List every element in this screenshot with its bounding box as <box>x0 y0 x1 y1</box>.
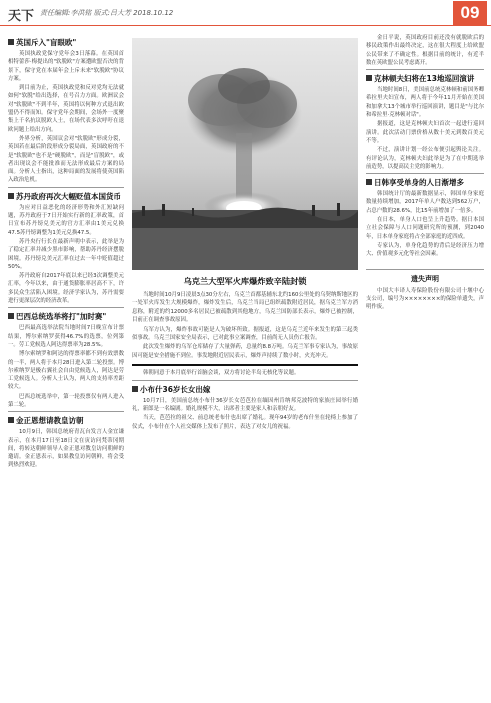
paragraph: 据报道，这是克林顿夫妇首次一起进行巡回演讲。此次活动门票价格从数十美元到数百美元不等。 <box>366 121 484 144</box>
loss-notice <box>366 269 484 312</box>
section-divider <box>132 364 358 366</box>
divider <box>366 69 484 70</box>
paragraph: 当地时间8日，美国前总统克林顿和前国务卿希拉里夫妇宣布，两人将于今年11月开始在美国和加拿大13个城市举行巡回演讲，题目是"与比尔和希拉里·克林顿对话"。 <box>366 87 484 119</box>
paragraph: 专家认为，单身化趋势的背后是经济压力增大、价值观多元化等社会因素。 <box>366 242 484 258</box>
paragraph: 10月7日，美国前总统小布什36岁长女芭芭拉在缅因州肯纳邦克波特的家族庄园举行婚礼，新郎是一名编剧。婚礼规模不大，出席者主要是家人和亲朋好友。 <box>132 397 358 413</box>
paragraph: 外界分析，英国议会对"软脱欧"形成分裂，英国若在最后阶段形成分裂局面，英国政府的不是"软脱欧"也不是"硬脱欧"，而是"盲脱欧"，或者出现议会不能批准而无法形成最后方案的局面。分析人士指出，这种局面的发展将使英国陷入政治危机。 <box>8 135 124 184</box>
paragraph: 为应对日益恶化的经济形势和外汇短缺问题，苏丹政府于7日开始实行新的汇率政策，首日宣布苏丹镑兑美元的官方汇率由1美元兑换47.5苏丹镑调整为1美元兑换47.5。 <box>8 204 124 236</box>
article-title: 巴西总统选举将打"加时赛" <box>8 311 124 322</box>
column-center <box>132 34 358 432</box>
bullet-square-icon <box>8 193 14 199</box>
paragraph: 10月9日，韩国总统府青瓦台发言人金宜谦表示，在本月17日至18日文在寅访问梵蒂冈期间，将转达朝鲜领导人金正恩对教皇访问朝鲜的邀请。金正恩表示，如果教皇访问朝鲜，将会受到热烈欢迎。 <box>8 429 124 469</box>
paragraph: 博尔索纳罗和阿达的得票率都不到有效票数的一半，两人将于本月28日进入第二轮投票。博尔索纳罗是极右翼社会自由党候选人，阿达是劳工党候选人。分析人士认为，两人的支持率差距较大。 <box>8 351 124 391</box>
bullet-square-icon <box>8 313 14 319</box>
paragraph: 韩朝同意于本月底举行首脑会谈，双方将讨论半岛无核化等议题。 <box>143 370 300 377</box>
section-title: 天下 <box>8 9 35 24</box>
article-title: 小布什36岁长女出嫁 <box>132 384 358 395</box>
page-number: 09 <box>453 1 487 25</box>
editor-credits: 责任编辑:李洪铭 版式:吕大芳 2018.10.12 <box>40 9 174 17</box>
article-title: 克林顿夫妇将在13地巡回演讲 <box>366 73 484 84</box>
paragraph: 当天，芭芭拉的祖父、前总统老布什也出席了婚礼。现年94岁的老布什坐在轮椅上参加了仪式，小布什在个人社交媒体上发布了照片，表达了对女儿的祝福。 <box>132 415 358 430</box>
article-title: 日韩享受单身的人日渐增多 <box>366 177 484 188</box>
paragraph: 韩国统计厅的最新数据显示，韩国单身家庭数量持续增加，2017年单人户数达到562万户，占总户数的28.6%，比15年前增加了一倍多。 <box>366 191 484 214</box>
divider <box>366 173 484 174</box>
bullet-square-icon <box>8 39 14 45</box>
divider <box>8 411 124 412</box>
paragraph: 当地时间10月9日凌晨3点30分左右，乌克兰首都基辅东北约160公里处的乌契纳斯地区的一处军火库发生大规模爆炸，爆炸发生后，乌克兰当局已组织疏散附近居民，据乌克兰军方消息称，附近的约12000多名居民已被疏散到其他地方，乌克兰国防部长表示，爆炸已被控制，目前正在调查事故原因。 <box>132 292 358 324</box>
photo-caption: 乌克兰大型军火库爆炸致辛陆封锁 <box>183 276 307 286</box>
paragraph: 金日平说，英国政府目前还没有就脱欧后的移民政策作出最终决定，这在很大程度上给欧盟公民带来了不确定性。根据目前的统计，有近半数在英欧盟公民考虑离开。 <box>366 35 484 66</box>
paragraph: 不过，演讲计划一经公布便引起舆论关注。有评论认为，克林顿夫妇此举是为了在中期选举前造势，以提高民主党的影响力。 <box>366 147 484 170</box>
article-title: 苏丹政府再次大幅贬值本国货币 <box>8 191 124 202</box>
article-title: 金正恩想请教皇访朝 <box>8 415 124 426</box>
bullet-square-icon <box>366 179 372 185</box>
divider <box>8 307 124 308</box>
notice-title: 遗失声明 <box>411 274 439 283</box>
bullet-square-icon <box>132 386 138 392</box>
notice-text: 中国大丰译人寿保险股份有限公司十堰中心支公司，编号为××××××××的保险单遗失，声明作废。 <box>366 287 484 311</box>
article-title: 英国斥入"盲眼欧" <box>8 37 124 48</box>
paragraph: 巴西最高选举法院当地时间7日晚宣布计票结果，博尔索纳罗获得46.7%的选票，位列第一。劳工党候选人阿达得票率为28.5%。 <box>8 325 124 348</box>
paragraph: 乌军方认为，爆炸事故可能是人为破坏所致。据报道，这是乌克兰近年来发生的第三起类似事故。乌克兰国家安全局表示，已对此事立案调查，目前尚无人员伤亡报告。 <box>132 326 358 342</box>
page-header <box>0 0 491 26</box>
bullet-square-icon <box>366 75 372 81</box>
column-right <box>366 34 484 312</box>
paragraph: 苏丹政府自2017年底以来已经3次调整美元汇率，今年以来，由于通货膨胀率居高不下，许多民众生活陷入困境。经济学家认为，苏丹需要进行更深层次的经济改革。 <box>8 273 124 305</box>
paragraph: 此次发生爆炸的乌军仓库储存了大量弹药，总量约8.8万吨。乌克兰军事专家认为，事故原因可能是安全措施不到位。事发地附近居民表示，爆炸声持续了数小时，火光冲天。 <box>132 344 358 359</box>
divider <box>132 380 358 381</box>
divider <box>8 187 124 188</box>
explosion-photo <box>132 38 358 270</box>
paragraph: 英国执政党保守党年会3日落幕。在英国首相特蕾莎·梅提出的"软脱欧"方案遭欧盟否决的背景下，保守党在本届年会上斥未来"软脱欧"协议方案。 <box>8 51 124 82</box>
paragraph: 到目前为止，英国执政党和反对党均无法就如何"软脱"给出选择，在号召力方面。欧洲议会对"软脱欧"不到半年，英国将以何种方式退出欧盟仍不得而知。保守党年会期间，会场外一度聚集上千名抗议脱欧人士，在场代表多次呼吁在退欧问题上给出方向。 <box>8 85 124 133</box>
paragraph: 在日本，单身人口也呈上升趋势。据日本国立社会保障与人口问题研究所的预测，到2040年，日本单身家庭将占全部家庭的近四成。 <box>366 217 484 240</box>
paragraph: 巴西总统选举中，第一轮投票仅有两人进入第二轮。 <box>8 393 124 408</box>
column-left <box>8 34 124 471</box>
bullet-square-icon <box>8 417 14 423</box>
paragraph: 苏丹央行行长在最新声明中表示，此举是为了稳定汇率并减少黑市影响，帮助苏丹经济摆脱困境。苏丹镑兑美元汇率在过去一年中贬值超过50%。 <box>8 238 124 270</box>
